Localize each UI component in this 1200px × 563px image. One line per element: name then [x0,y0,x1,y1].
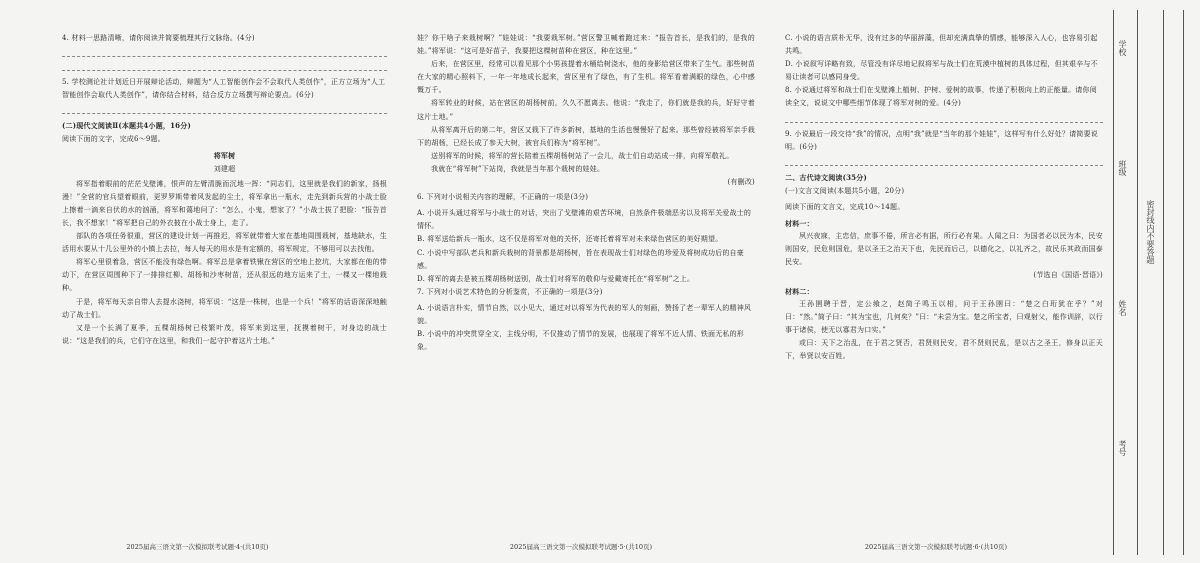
option-d: D. 将军的离去是被五棵胡杨树送别，战士们对将军的敬仰与爱戴寄托在“将军树”之上。 [417,274,695,283]
paragraph: 娃？你干啥子来栽树啊？”娃娃说：“我要栽军树。”营区警卫喊着跑过来：“报告首长，是我们的，是我的娃。”将军说：“这可是好苗子，我要把这棵树苗种在营区，种在这里。” [417,34,755,56]
option-b: B. 小说中的冲突贯穿全文，主线分明，不仅推动了情节的发展，也展现了将军不近人情、铁面无私的形象。 [417,330,744,352]
option-b: B. 将军送给新兵一瓶水，这不仅是将军对他的关怀，还寄托着将军对未来绿色营区的美好期望。 [417,235,723,244]
page-footer: 2025届高三语文第一次模拟联考试题·6·(共10页) [864,543,1008,551]
question-6: 6. 下列对小说相关内容的理解，不正确的一项是(3分) [417,193,589,202]
source-note: (有删改) [727,178,755,187]
option-c: C. 小说中写部队老兵和新兵栽树的背景都是胡杨树，旨在表现战士们对绿色的珍爱及将树成功后的自豪感。 [417,248,744,270]
paragraph: 又是一个长满了夏季，五棵胡杨树已枝繁叶茂，将军来到这里，抚摸着树干，对身边的战士说：“这是我们的兵，它们守在这里，和我们一起守护着这片土地。” [62,323,387,345]
option-c: C. 小说的语言质朴无华，没有过多的华丽辞藻，但却充满真挚的情感，能够深入人心，也容易引起共鸣。 [785,34,1098,56]
answer-line [62,105,387,114]
material-1-label: 材料一： [785,219,814,229]
label-name: 姓名 [1118,300,1127,316]
seal-warning: 密封线内不要答题 [1146,200,1155,264]
question-5: 5. 学校测论社计划近日开展辩论活动，辩题为“人工智能创作会不会取代人类创作”，正方立场为“人工智能创作会取代人类创作”，请你结合材料，结合反方立场撰写辩论要点。(6分) [62,78,386,100]
question-7: 7. 下列对小说艺术特色的分析鉴赏，不正确的一项是(3分) [417,287,603,296]
paragraph: 将军转业的时候，站在营区的胡杨树前，久久不愿离去。他说：“我走了，你们就是我的兵，好好守着这片土地。” [417,99,755,121]
question-8: 8. 小说通过将军和战士们在戈壁滩上植树、护树、爱树的故事，传递了积极向上的正能量。请你阅读全文，说说文中哪些细节体现了将军对树的爱。(4分) [785,86,1097,108]
paragraph: 我就在“将军树”下站岗，我就是当年那个栽树的娃娃。 [431,164,605,173]
story-title: 将军树 [213,151,236,161]
page-4 [0,0,395,563]
answer-line [785,157,1103,166]
paragraph: 将军指着眼前的茫茫戈壁滩，恨声的左臂清脆而沉地一挥：“同志们，这里就是我们的新家，扬根漫！”全营的官兵望着眼前，更罗罗斯带着风发起的尘土，将军拿出一瓶水，走先到新兵营的小战士脸上擦着一滴来自伏的水的汹涌，将军和蔼地问了：“怎么，小鬼，想家了？”小战士拔了把脸：“报告首长，我不想家！”将军把自己的外衣披在小战士身上，走了。 [62,179,387,227]
paragraph: 送别将军的时候，将军的营长陪着五棵胡杨树站了一会儿，战士们自动站成一排，向将军敬礼。 [431,151,734,160]
option-a: A. 小说语言朴实，情节自然，以小见大，通过对以将军为代表的军人的刻画，赞扬了老一辈军人的精神风貌。 [417,303,752,325]
page-footer: 2025届高三语文第一次模拟联考试题·5·(共10页) [509,543,653,551]
material-2-text: 或曰：天下之治乱，在于君之贤否，君贤则民安，君不贤则民乱，是以古之圣王，修身以正天下，举贤以安百姓。 [785,338,1103,360]
paragraph: 部队的各项任务很重，营区的建设计划一再推迟，将军就带着大家在基地周围栽树，基地缺水，生活用水要从十几公里外的小镇上去拉，每人每天的用水是有定额的，将军规定，不够用可以去找他。 [62,232,387,254]
instruction: 阅读下面的文言文，完成10～14题。 [785,202,905,211]
seal-line [1113,10,1114,555]
material-2-label: 材料二： [785,286,814,296]
seal-line [1137,10,1138,555]
question-4: 4. 材料一思路清晰，请你阅读并简要梳理其行文脉络。(4分) [62,34,255,42]
instruction: 阅读下面的文字，完成6～9题。 [62,135,165,144]
seal-line [1183,10,1184,555]
section-heading: (二)现代文阅读Ⅱ(本题共4小题，16分) [62,121,191,131]
label-exam-number: 考号 [1118,440,1127,456]
page-6 [767,0,1105,563]
answer-line [62,48,387,57]
option-d: D. 小说叙写详略有致，尽管没有详尽地记叙将军与战士们在荒漠中植树的具体过程，但其艰辛与不易让读者可以感同身受。 [785,60,1098,82]
question-9: 9. 小说最后一段交待“我”的情况，点明“我”就是“当年的那个娃娃”，这样写有什么好处？请简要说明。(6分) [785,129,1098,151]
seal-line [1163,10,1164,555]
paragraph: 将军心里很着急，营区不能没有绿色啊。将军总是拿着铁锹在营区的空地上挖坑，大家都在他的带动下，在营区周围种下了一排排红柳、胡杨和沙枣树苗，还从很远的地方运来了土，一棵又一棵地栽种。 [62,258,387,293]
paragraph: 从将军离开后的第二年，营区又栽下了许多新树，基地的生活也慢慢好了起来。那些曾经被将军亲手栽下的胡杨，已经长成了参天大树，被官兵们称为“将军树”。 [417,125,755,147]
material-2-text: 王孙圉聘于晋，定公飨之，赵简子鸣玉以相，问于王孙圉曰：“楚之白珩犹在乎？”对曰：“然。”简子曰：“其为宝也，几何矣？”曰：“未尝为宝。楚之所宝者，曰观射父，能作训辞，以行事于诸侯，使无以寡君为口实。” [785,299,1103,334]
label-class: 班级 [1118,160,1127,176]
paragraph: 于是，将军每天亲自带人去提水浇树，将军说：“这是一株树，也是一个兵！”将军的话语深深地触动了战士们。 [62,297,387,319]
material-1-text: 夙兴夜寐，主忠信，庶事不倦，所言必有据，所行必有果。人闻之曰：为国者必以民为本，民安则国安，民危则国危，是以圣王之治天下也，先民而后己，以德化之，以礼齐之，故民乐其政而国泰民安。 [785,232,1103,267]
subsection-heading: (一)文言文阅读(本题共5小题，20分) [785,186,905,195]
seal-line-band [1105,0,1200,563]
page-footer: 2025届高三语文第一次模拟联考试题·4·(共10页) [126,543,269,551]
source-note: (节选自《国语·晋语》) [1033,271,1103,280]
answer-line [62,62,387,71]
paragraph: 后来，在营区里，经常可以看见那个小男孩提着水桶给树浇水，他的身影给营区带来了生气。那些树苗在大家的精心照料下，一年一年地成长起来，营区里有了绿色，有了生机。将军看着满眼的绿色，心中感慨万千。 [417,60,755,95]
story-author: 刘建超 [213,164,236,173]
label-school: 学校 [1118,40,1127,56]
option-a: A. 小说开头通过将军与小战士的对话，突出了戈壁滩的艰苦环境，自然条件极端恶劣以及将军关爱战士的情怀。 [417,209,752,231]
answer-line [785,114,1103,123]
section-heading: 二、古代诗文阅读(35分) [785,172,867,182]
page-5 [395,0,767,563]
